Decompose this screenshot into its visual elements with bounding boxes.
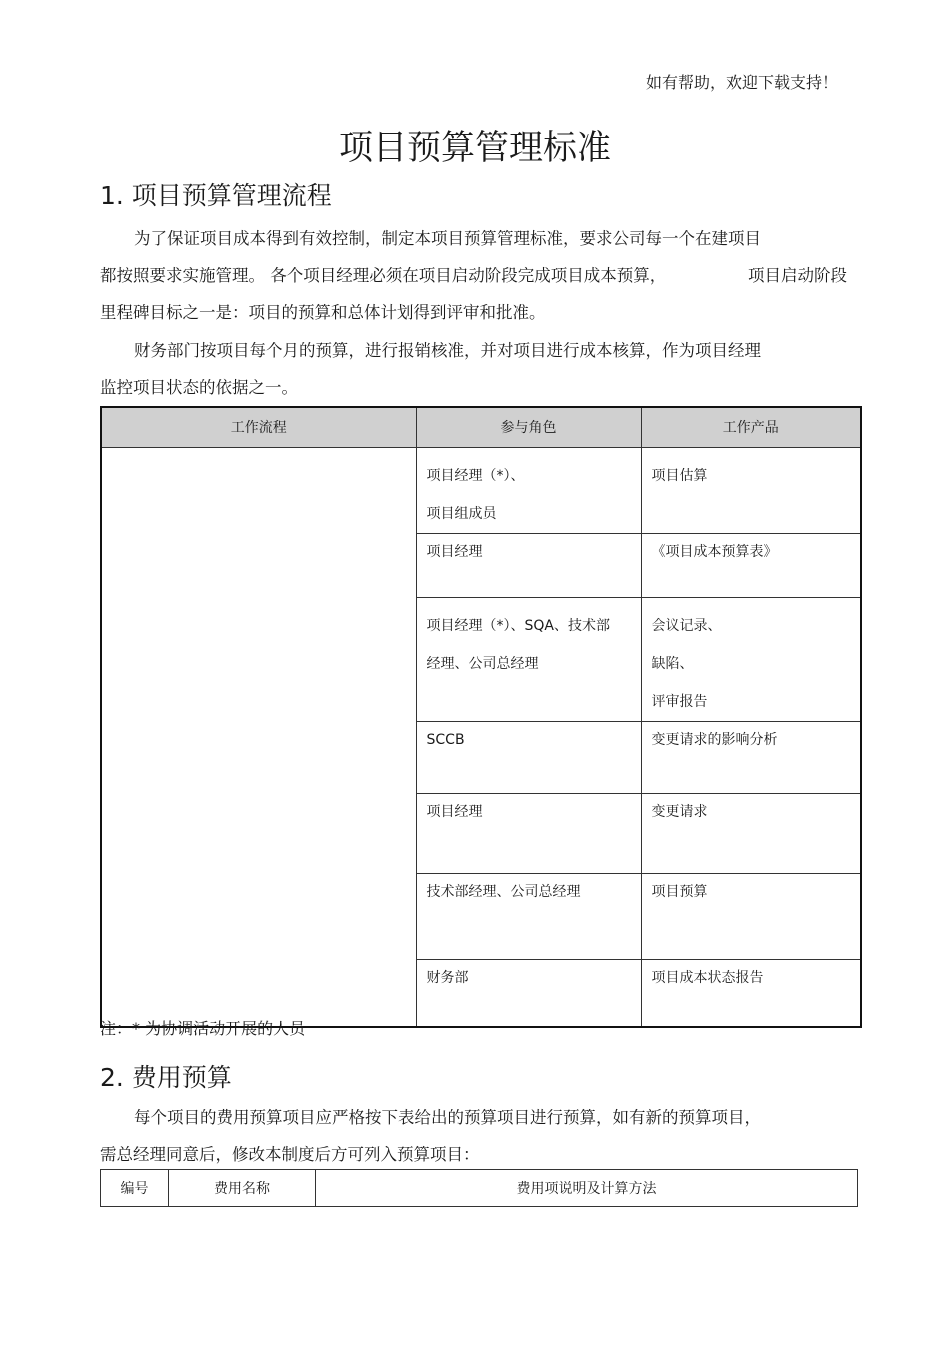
workflow-diagram-cell	[101, 447, 416, 1027]
table-row	[101, 447, 861, 533]
download-note: 如有帮助，欢迎下载支持！	[645, 73, 838, 92]
role-cell: 项目经理	[416, 533, 641, 597]
role-cell: 项目经理（*）、SQA、技术部 经理、公司总经理	[416, 597, 641, 721]
section1-paragraph1-line2: 都按照要求实施管理。 各个项目经理必须在项目启动阶段完成项目成本预算，	[100, 266, 667, 285]
column-header-product: 工作产品	[641, 407, 861, 447]
role-cell: 项目经理（*）、 项目组成员	[416, 447, 641, 533]
expense-budget-table	[100, 1169, 858, 1207]
column-header-expense-description: 费用项说明及计算方法	[316, 1170, 858, 1207]
section1-paragraph2-line1: 财务部门按项目每个月的预算，进行报销核准，并对项目进行成本核算，作为项目经理	[134, 341, 761, 360]
section1-paragraph2-line2: 监控项目状态的依据之一。	[100, 378, 298, 397]
section1-paragraph1-line3: 里程碑目标之一是：项目的预算和总体计划得到评审和批准。	[100, 303, 546, 322]
column-header-workflow: 工作流程	[101, 407, 416, 447]
section1-paragraph1-line2-end: 项目启动阶段	[748, 266, 847, 285]
column-header-role: 参与角色	[416, 407, 641, 447]
section2-paragraph-line2: 需总经理同意后，修改本制度后方可列入预算项目：	[100, 1145, 480, 1164]
column-header-expense-name: 费用名称	[169, 1170, 316, 1207]
product-cell: 变更请求	[641, 793, 861, 873]
product-cell: 《项目成本预算表》	[641, 533, 861, 597]
product-cell: 会议记录、 缺陷、 评审报告	[641, 597, 861, 721]
role-cell: 项目经理	[416, 793, 641, 873]
table-footnote: 注：* 为协调活动开展的人员	[100, 1019, 306, 1038]
role-cell: 技术部经理、公司总经理	[416, 873, 641, 959]
document-title: 项目预算管理标准	[339, 128, 611, 168]
product-cell: 项目预算	[641, 873, 861, 959]
product-cell: 变更请求的影响分析	[641, 721, 861, 793]
section1-heading: 1. 项目预算管理流程	[100, 181, 332, 210]
role-cell: SCCB	[416, 721, 641, 793]
table-header-row	[101, 1170, 858, 1207]
product-cell: 项目成本状态报告	[641, 959, 861, 1027]
role-cell: 财务部	[416, 959, 641, 1027]
section2-paragraph-line1: 每个项目的费用预算项目应严格按下表给出的预算项目进行预算，如有新的预算项目，	[134, 1108, 761, 1127]
section1-paragraph1-line1: 为了保证项目成本得到有效控制，制定本项目预算管理标准，要求公司每一个在建项目	[134, 229, 761, 248]
section2-heading: 2. 费用预算	[100, 1063, 232, 1092]
product-cell: 项目估算	[641, 447, 861, 533]
column-header-number: 编号	[101, 1170, 169, 1207]
budget-process-table	[100, 406, 862, 1028]
table-header-row	[101, 407, 861, 447]
